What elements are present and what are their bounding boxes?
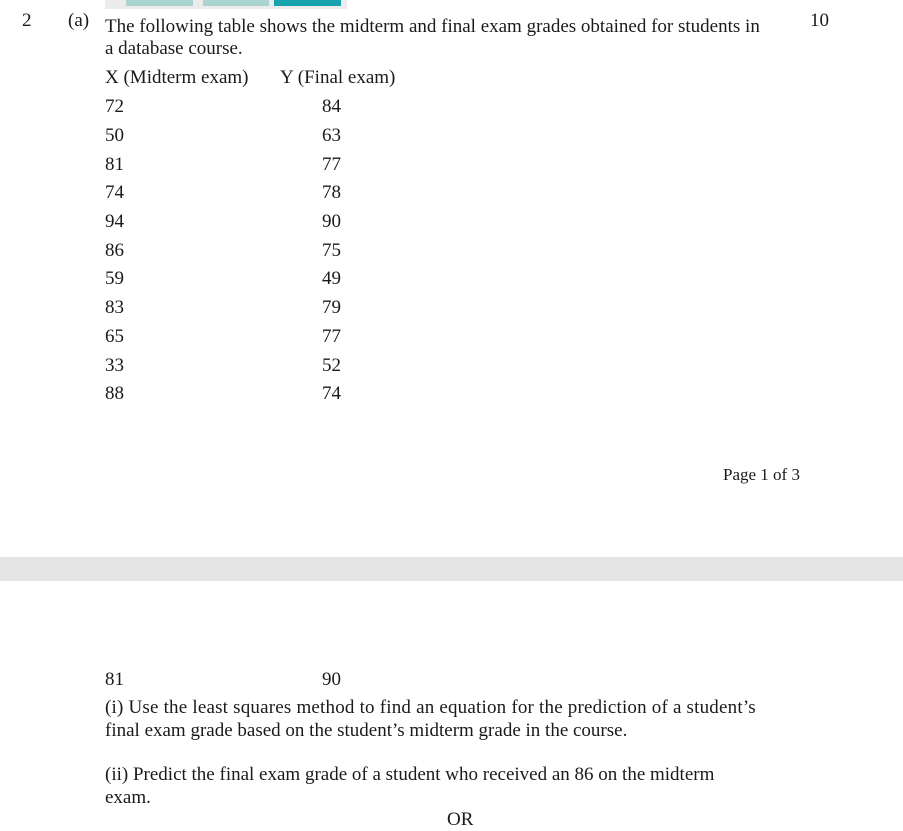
table-cell-x: 81 — [105, 669, 124, 690]
table-cell-y: 52 — [322, 355, 341, 376]
toolbar-tab-3-active[interactable] — [274, 0, 341, 6]
question-part-label: (a) — [68, 10, 90, 31]
table-cell-x: 33 — [105, 355, 124, 376]
table-cell-x: 72 — [105, 96, 124, 117]
table-cell-x: 83 — [105, 297, 124, 318]
question-marks: 10 — [810, 10, 829, 31]
page-number: Page 1 of 3 — [723, 465, 800, 484]
or-separator: OR — [447, 809, 474, 830]
subquestion-i-line-1: (i) Use the least squares method to find an equation for the prediction of a student’s — [105, 697, 756, 718]
table-cell-y: 78 — [322, 182, 341, 203]
table-cell-x: 88 — [105, 383, 124, 404]
question-text-line-1: The following table shows the midterm and final exam grades obtained for students in — [105, 16, 760, 37]
table-cell-x: 94 — [105, 211, 124, 232]
subquestion-ii-line-2: exam. — [105, 787, 151, 808]
table-cell-x: 81 — [105, 154, 124, 175]
table-cell-x: 50 — [105, 125, 124, 146]
table-cell-x: 65 — [105, 326, 124, 347]
table-cell-y: 79 — [322, 297, 341, 318]
column-header-x: X (Midterm exam) — [105, 67, 249, 88]
table-cell-y: 77 — [322, 154, 341, 175]
column-header-y: Y (Final exam) — [280, 67, 396, 88]
question-number: 2 — [22, 10, 32, 31]
page-separator — [0, 557, 903, 581]
subquestion-ii-line-1: (ii) Predict the final exam grade of a student who received an 86 on the midterm — [105, 764, 715, 785]
table-cell-y: 63 — [322, 125, 341, 146]
table-cell-y: 75 — [322, 240, 341, 261]
table-cell-y: 84 — [322, 96, 341, 117]
table-cell-y: 74 — [322, 383, 341, 404]
toolbar-tab-2[interactable] — [203, 0, 269, 6]
table-cell-x: 74 — [105, 182, 124, 203]
toolbar-tab-1[interactable] — [126, 0, 193, 6]
subquestion-i-line-2: final exam grade based on the student’s midterm grade in the course. — [105, 720, 628, 741]
table-cell-x: 86 — [105, 240, 124, 261]
question-text-line-2: a database course. — [105, 38, 243, 59]
table-cell-x: 59 — [105, 268, 124, 289]
table-cell-y: 77 — [322, 326, 341, 347]
table-cell-y: 90 — [322, 211, 341, 232]
table-cell-y: 90 — [322, 669, 341, 690]
table-cell-y: 49 — [322, 268, 341, 289]
